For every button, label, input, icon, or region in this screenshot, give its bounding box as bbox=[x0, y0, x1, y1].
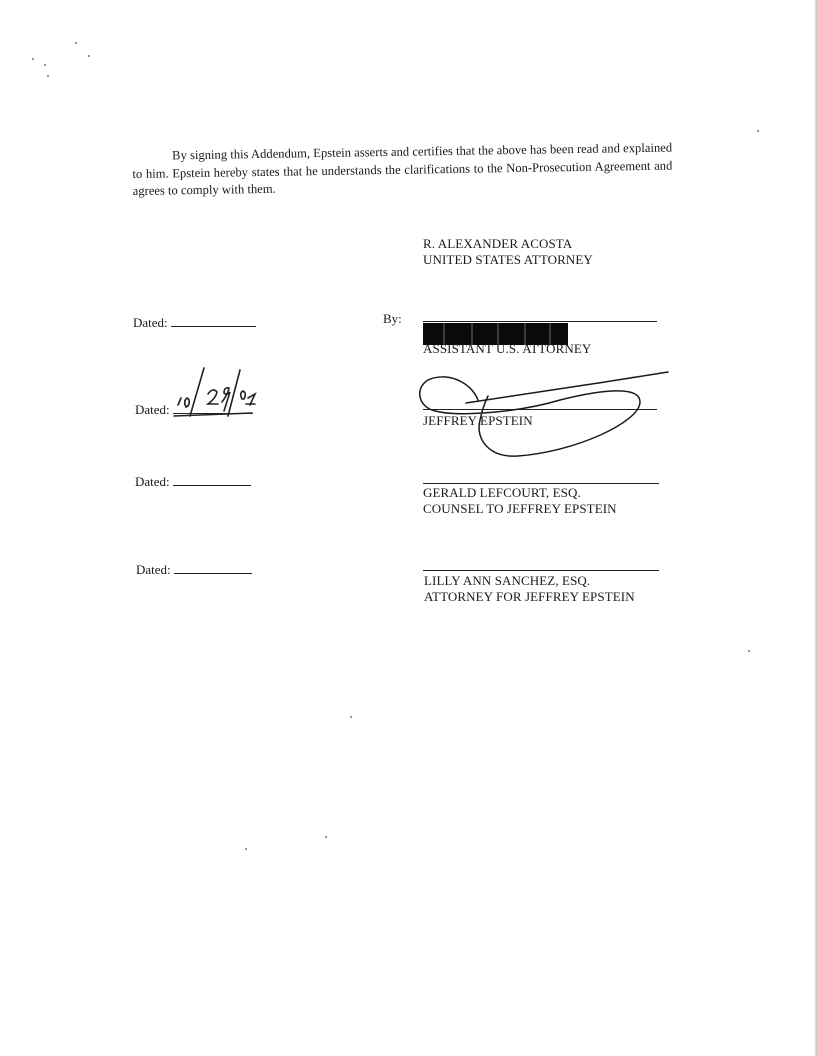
dated-label: Dated: bbox=[133, 315, 168, 330]
assistant-us-attorney-label: ASSISTANT U.S. ATTORNEY bbox=[423, 341, 592, 356]
dated-label: Dated: bbox=[136, 562, 171, 577]
dated-label: Dated: bbox=[135, 474, 170, 489]
scan-speck bbox=[44, 64, 46, 66]
dated-label: Dated: bbox=[135, 402, 170, 417]
scan-speck bbox=[350, 716, 352, 718]
sanchez-role: ATTORNEY FOR JEFFREY EPSTEIN bbox=[424, 589, 635, 604]
us-attorney-name: R. ALEXANDER ACOSTA bbox=[423, 236, 573, 251]
us-attorney-title: UNITED STATES ATTORNEY bbox=[423, 252, 593, 267]
jeffrey-epstein-label: JEFFREY EPSTEIN bbox=[423, 413, 533, 428]
scan-speck bbox=[88, 55, 90, 57]
scan-speck bbox=[75, 42, 77, 44]
certification-text: By signing this Addendum, Epstein asserts and certifies that the above has been read and explained to him. Epstein hereby states that he understands the clarifications to the Non-Prosecution Agreement and agrees to comply with them. bbox=[132, 140, 673, 198]
scan-speck bbox=[325, 836, 327, 838]
by-label: By: bbox=[383, 311, 402, 326]
sanchez-name: LILLY ANN SANCHEZ, ESQ. bbox=[424, 573, 591, 588]
jeffrey-epstein-signature bbox=[420, 372, 668, 456]
handwritten-date bbox=[174, 368, 255, 416]
scan-speck bbox=[245, 848, 247, 850]
lefcourt-name: GERALD LEFCOURT, ESQ. bbox=[423, 485, 581, 500]
scan-speck bbox=[32, 58, 34, 60]
scan-speck bbox=[757, 130, 759, 132]
scan-speck bbox=[748, 650, 750, 652]
scan-speck bbox=[47, 75, 49, 77]
lefcourt-role: COUNSEL TO JEFFREY EPSTEIN bbox=[423, 501, 617, 516]
